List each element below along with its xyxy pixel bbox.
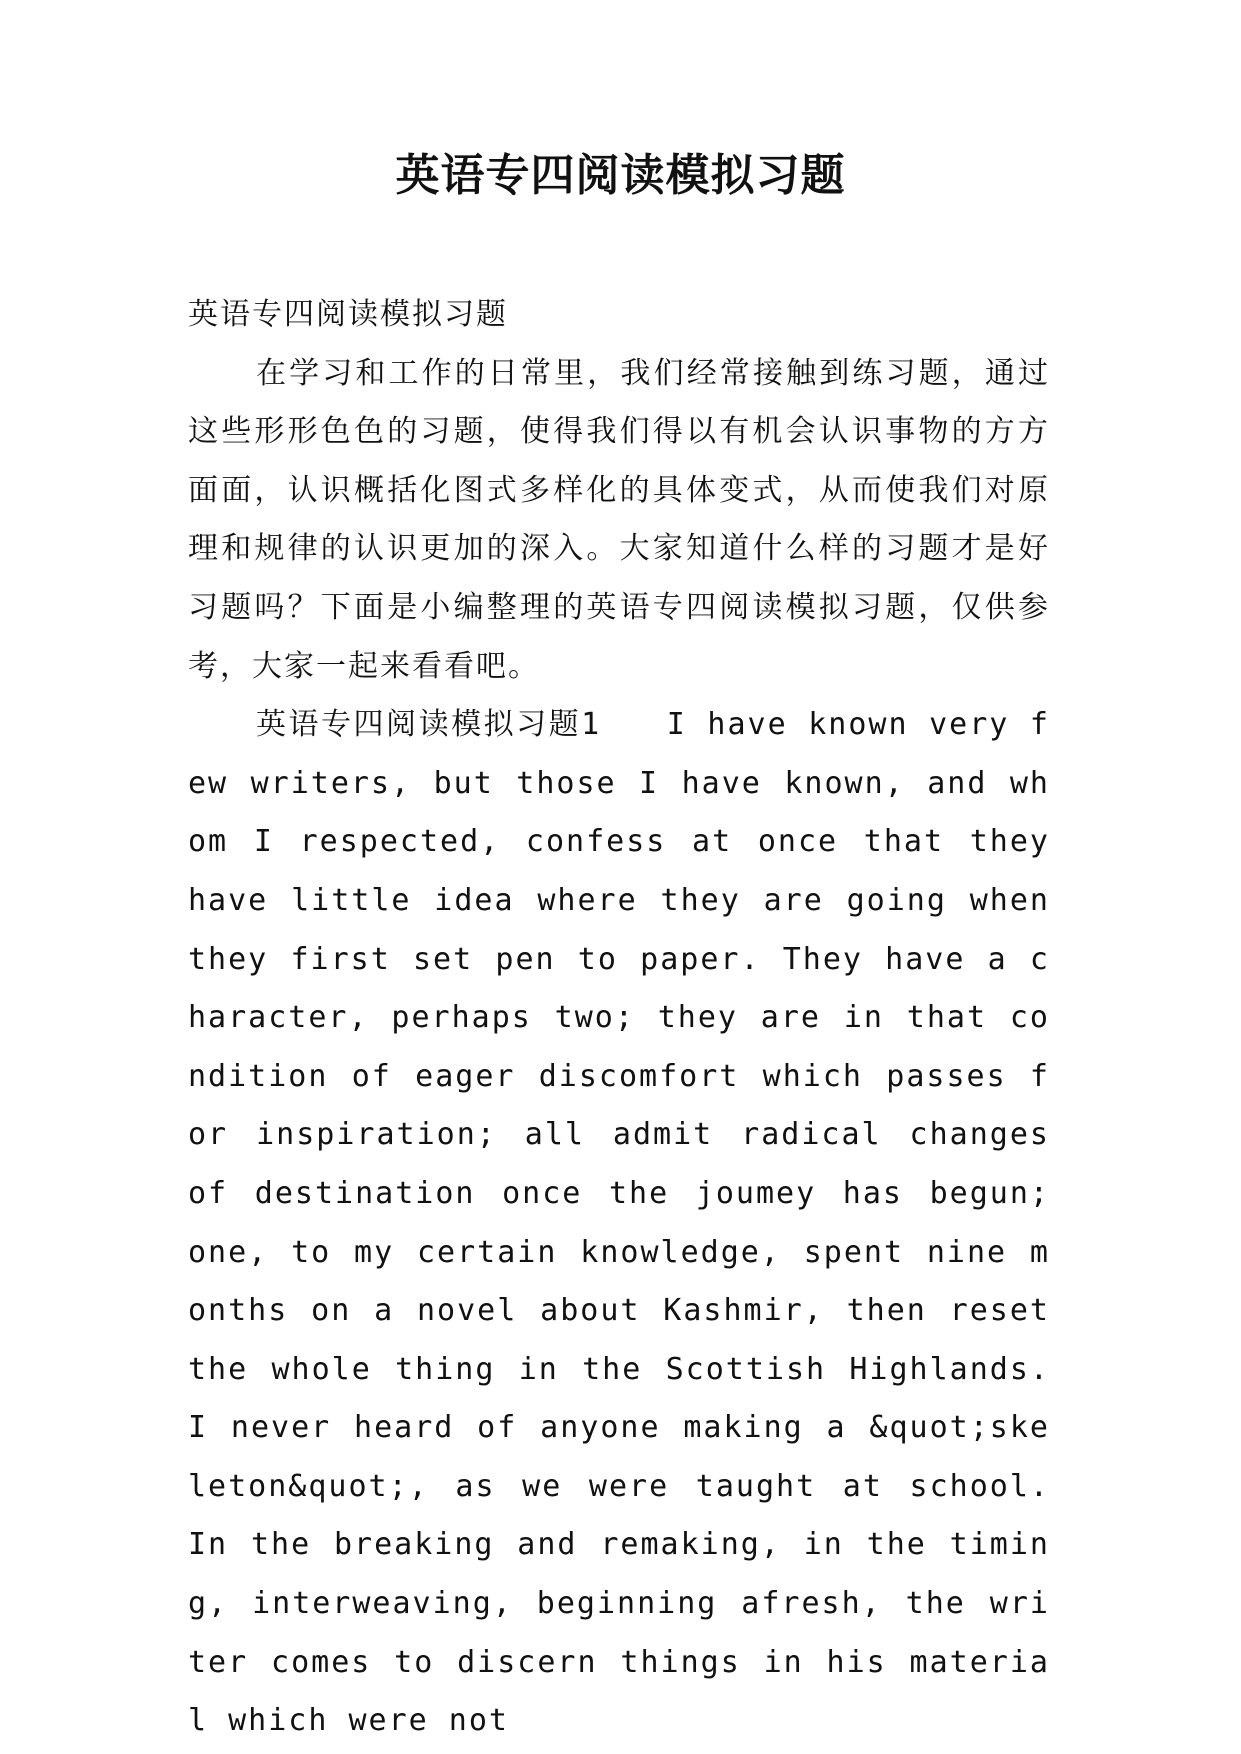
- intro-paragraph: 在学习和工作的日常里，我们经常接触到练习题，通过这些形形色色的习题，使得我们得以有机会认识事物的方方面面，认识概括化图式多样化的具体变式，从而使我们对原理和规律的认识更加的深入。大家知道什么样的习题才是好习题吗？下面是小编整理的英语专四阅读模拟习题，仅供参考，大家一起来看看吧。: [188, 355, 1050, 684]
- document-title: 英语专四阅读模拟习题: [395, 150, 846, 201]
- reading-passage-paragraph: 英语专四阅读模拟习题1 I have known very few writers, but those I have known, and whom I respected, confess at once that they have little idea where they are going when they first set pen to paper. They have a character, perhaps two; they are in that condition of eager discomfort which passes for inspiration; all admit radical changes of destination once the joumey has begun; one, to my certain knowledge, spent nine months on a novel about Kashmir, then reset the whole thing in the Scottish Highlands. I never heard of anyone making a &quot;skeleton&quot;, as we were taught at school. In the breaking and remaking, in the timing, interweaving, beginning afresh, the writer comes to discern things in his material which were not: [188, 707, 1050, 1739]
- document-body: [188, 286, 1050, 1751]
- subheading-paragraph: 英语专四阅读模拟习题: [188, 297, 508, 332]
